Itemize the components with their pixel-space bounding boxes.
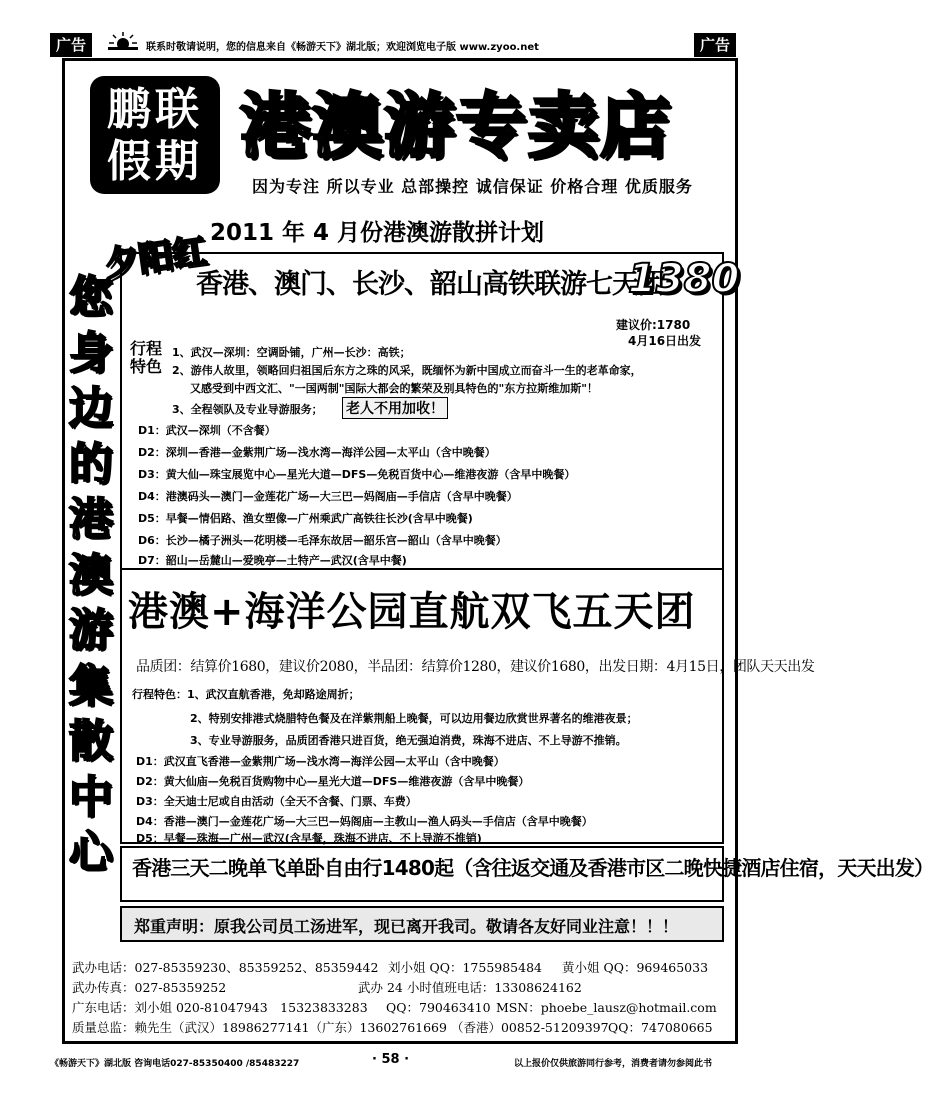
side-char: 散 bbox=[69, 716, 113, 767]
side-char: 的 bbox=[69, 438, 113, 490]
tour1-day: D2：深圳—香港—金紫荆广场—浅水湾—海洋公园—太平山（含中晚餐） bbox=[138, 446, 496, 459]
side-char: 港 bbox=[69, 494, 113, 545]
tour1-day: D5：早餐—情侣路、渔女塑像—广州乘武广高铁往长沙(含早中晚餐) bbox=[138, 512, 473, 525]
tour2-day: D1：武汉直飞香港—金紫荆广场—浅水湾—海洋公园—太平山（含中晚餐） bbox=[136, 755, 505, 768]
tour1-feature: 1、武汉—深圳：空调卧铺，广州—长沙：高铁； bbox=[172, 346, 411, 359]
tour1-suggest-price: 建议价:1780 bbox=[616, 318, 691, 332]
logo-line1: 鹏联 bbox=[107, 84, 203, 135]
contact-msn[interactable]: MSN：phoebe_lausz@hotmail.com bbox=[496, 1000, 717, 1015]
contact-guangdong: 广东电话：刘小姐 020-81047943 15323833283 bbox=[72, 1000, 368, 1015]
brand-logo bbox=[90, 76, 220, 194]
page-number: · 58 · bbox=[372, 1052, 410, 1067]
tour2-day: D5：早餐—珠海—广州—武汉(含早餐，珠海不进店、不上导游不推销) bbox=[136, 832, 482, 845]
tour1-feature: 2、游伟人故里，领略回归祖国后东方之珠的风采，既缅怀为新中国成立而奋斗一生的老革命家， bbox=[172, 364, 642, 377]
side-char: 中 bbox=[69, 771, 113, 823]
brand-slogan: 因为专注 所以专业 总部操控 诚信保证 价格合理 优质服务 bbox=[252, 177, 693, 196]
tour1-day: D7：韶山—岳麓山—爱晚亭—土特产—武汉(含早中餐) bbox=[138, 554, 407, 567]
contact-wuhan-24h: 武办 24 小时值班电话：13308624162 bbox=[358, 980, 582, 995]
tour1-day: D1：武汉—深圳（不含餐） bbox=[138, 424, 276, 437]
side-char: 游 bbox=[69, 605, 113, 656]
footer-left: 《畅游天下》湖北版 咨询电话027-85350400 /85483227 bbox=[50, 1059, 300, 1069]
tour1-title: 香港、澳门、长沙、韶山高铁联游七天团 bbox=[196, 269, 664, 300]
tour1-depart-date: 4月16日出发 bbox=[628, 334, 702, 348]
tour2-feature: 3、专业导游服务，品质团香港只进百货，绝无强迫消费，珠海不进店、不上导游不推销。 bbox=[190, 734, 627, 747]
tour2-day: D2：黄大仙庙—免税百货购物中心—星光大道—DFS—维港夜游（含早中晚餐） bbox=[136, 775, 530, 788]
contact-quality-qq: QQ：747080665 bbox=[608, 1020, 713, 1035]
contact-wuhan-phone: 武办电话：027-85359230、85359252、85359442 bbox=[72, 960, 379, 975]
tour2-day: D3：全天迪士尼或自由活动（全天不含餐、门票、车费） bbox=[136, 795, 417, 808]
notice-text: 郑重声明：原我公司员工汤进军，现已离开我司。敬请各友好同业注意！！！ bbox=[134, 917, 679, 936]
tour1-day: D4：港澳码头—澳门—金莲花广场—大三巴—妈阁庙—手信店（含早中晚餐） bbox=[138, 490, 518, 503]
tour1-day: D6：长沙—橘子洲头—花明楼—毛泽东故居—韶乐宫—韶山（含早中晚餐） bbox=[138, 534, 507, 547]
header-notice: 联系时敬请说明，您的信息来自《畅游天下》湖北版；欢迎浏览电子版 www.zyoo.net bbox=[146, 42, 539, 53]
footer-right: 以上报价仅供旅游同行参考，消费者请勿参阅此书 bbox=[514, 1059, 713, 1069]
side-char: 身 bbox=[69, 327, 113, 379]
plan-title: 2011 年 4 月份港澳游散拼计划 bbox=[210, 220, 545, 246]
tour1-feature: 又感受到中西文汇、"一国两制"国际大都会的繁荣及别具特色的"东方拉斯维加斯"！ bbox=[190, 382, 598, 395]
tour1-feature-label: 行程特色 bbox=[130, 339, 163, 376]
tour1-feature: 3、全程领队及专业导游服务； bbox=[172, 403, 323, 416]
contact-quality: 质量总监：赖先生（武汉）18986277141（广东）13602761669 （香港）00852-51209397 bbox=[72, 1020, 609, 1035]
ad-tag-left: 广告 bbox=[50, 33, 92, 57]
side-char: 边 bbox=[69, 383, 113, 434]
tour1-day: D3：黄大仙—珠宝展览中心—星光大道—DFS—免税百货中心—维港夜游（含早中晚餐） bbox=[138, 468, 576, 481]
contact-wuhan-fax: 武办传真：027-85359252 bbox=[72, 980, 227, 995]
brand-title: 港澳游专卖店 bbox=[240, 85, 672, 167]
side-char: 心 bbox=[69, 827, 113, 878]
tour1-badge: 夕阳红 bbox=[102, 231, 209, 285]
tour2-title: 港澳+海洋公园直航双飞五天团 bbox=[128, 589, 696, 635]
side-slogan bbox=[64, 270, 118, 881]
contact-gd-qq: QQ：790463410 bbox=[386, 1000, 491, 1015]
hk-free-trip: 香港三天二晚单飞单卧自由行1480起（含往返交通及香港市区二晚快捷酒店住宿，天天出发） bbox=[132, 856, 933, 880]
side-char: 您 bbox=[69, 272, 113, 323]
tour2-price-line: 品质团：结算价1680，建议价2080，半品团：结算价1280，建议价1680，出发日期：4月15日，团队天天出发 bbox=[136, 659, 815, 675]
tour1-price: 1380 bbox=[628, 256, 740, 302]
tour2-feature: 行程特色：1、武汉直航香港，免却路途周折； bbox=[132, 688, 360, 701]
side-char: 澳 bbox=[69, 549, 113, 601]
logo-line2: 假期 bbox=[107, 136, 203, 187]
contact-huang-qq: 黄小姐 QQ：969465033 bbox=[562, 960, 709, 975]
tour1-highlight: 老人不用加收！ bbox=[342, 397, 448, 419]
tour2-day: D4：香港—澳门—金莲花广场—大三巴—妈阁庙—主教山—渔人码头—手信店（含早中晚餐） bbox=[136, 815, 593, 828]
side-char: 集 bbox=[69, 660, 113, 712]
contact-liu-qq: 刘小姐 QQ：1755985484 bbox=[388, 960, 542, 975]
ad-tag-right: 广告 bbox=[694, 33, 736, 57]
sun-logo-icon bbox=[108, 32, 138, 50]
tour2-feature: 2、特别安排港式烧腊特色餐及在洋紫荆船上晚餐，可以边用餐边欣赏世界著名的维港夜景； bbox=[190, 712, 638, 725]
